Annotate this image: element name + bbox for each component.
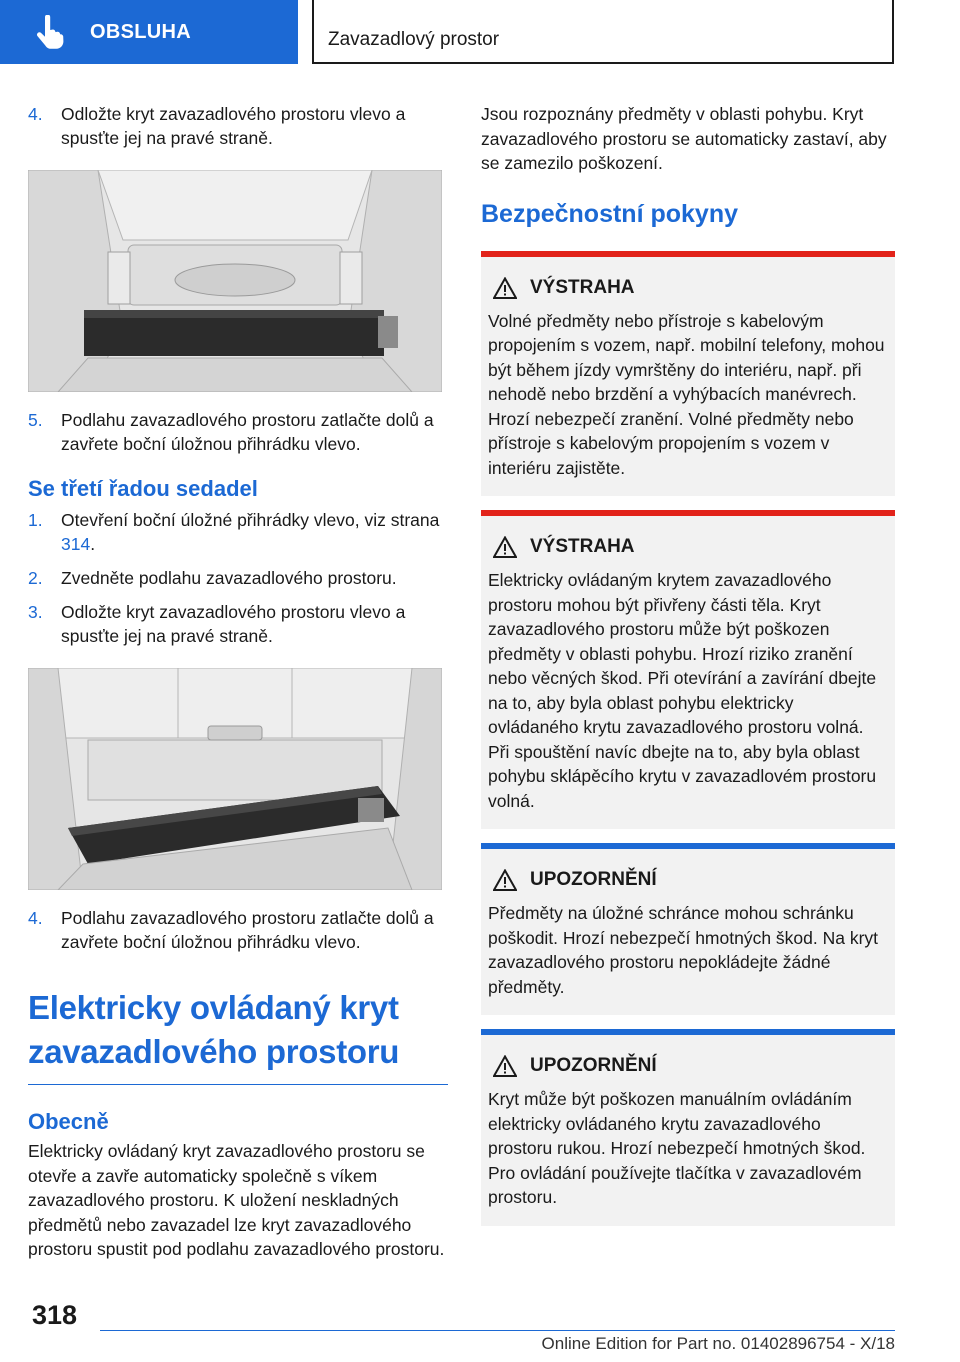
step-number: 4. xyxy=(28,908,43,928)
step-item xyxy=(28,600,448,648)
step-item xyxy=(28,408,448,456)
section-tab[interactable] xyxy=(0,0,298,64)
notice-triangle-icon xyxy=(493,1055,517,1077)
page-header xyxy=(312,0,894,64)
subheading-third-row: Se třetí řadou sedadel xyxy=(28,476,258,501)
page-reference-link[interactable]: 314 xyxy=(61,534,91,554)
hand-pointer-icon xyxy=(34,15,64,49)
step-number: 1. xyxy=(28,510,43,530)
intro-paragraph: Jsou rozpoznány předměty v oblasti pohybu. Kryt zavazadlového prostoru se automaticky zastaví, aby se zamezilo poškození. xyxy=(481,104,887,173)
footer-edition: Online Edition for Part no. 01402896754 - X/18 xyxy=(541,1334,895,1353)
warning-text: Volné předměty nebo přístroje s kabelovým propojením s vozem, např. mobilní telefony, mohou být během jízdy vymrštěny do interiéru, např. při nehodě nebo brzdění a vyhýbacích manévrech. Hrozí nebezpečí zranění. Volné předměty nebo přístroje s kabelovým propojením s vozem v interiéru zajistěte. xyxy=(488,310,885,478)
step-number: 5. xyxy=(28,410,43,430)
step-number: 4. xyxy=(28,104,43,124)
section-label: OBSLUHA xyxy=(90,20,191,43)
warning-box xyxy=(481,251,895,497)
step-text: Otevření boční úložné přihrádky vlevo, viz strana 314. xyxy=(61,510,440,554)
footer-divider xyxy=(100,1330,895,1331)
notice-title: UPOZORNĚNÍ xyxy=(530,869,657,890)
right-column xyxy=(481,102,895,1226)
step-text: Podlahu zavazadlového prostoru zatlačte dolů a zavřete boční úložnou přihrádku vlevo. xyxy=(61,410,434,454)
notice-title: UPOZORNĚNÍ xyxy=(530,1055,657,1076)
notice-triangle-icon xyxy=(493,869,517,891)
step-text: Odložte kryt zavazadlového prostoru vlevo a spusťte jej na pravé straně. xyxy=(61,602,406,646)
notice-text: Kryt může být poškozen manuálním ovládáním elektricky ovládaného krytu zavazadlového prostoru rukou. Hrozí nebezpečí hmotných škod. Pro ovládání používejte tlačítka v zavazadlovém prostoru. xyxy=(488,1089,866,1207)
subheading-general: Obecně xyxy=(28,1109,109,1134)
trunk-illustration-1 xyxy=(28,170,442,392)
page-number: 318 xyxy=(32,1300,78,1330)
step-item xyxy=(28,566,448,590)
step-text: Zvedněte podlahu zavazadlového prostoru. xyxy=(61,568,397,588)
left-column xyxy=(28,102,448,1262)
notice-box xyxy=(481,1029,895,1226)
notice-box xyxy=(481,843,895,1015)
warning-title: VÝSTRAHA xyxy=(530,276,635,298)
trunk-illustration-2 xyxy=(28,668,442,890)
trunk-cover-figure-2 xyxy=(28,668,442,890)
step-text: Odložte kryt zavazadlového prostoru vlevo a spusťte jej na pravé straně. xyxy=(61,104,406,148)
warning-box xyxy=(481,510,895,829)
warning-triangle-icon xyxy=(493,536,517,558)
warning-title: VÝSTRAHA xyxy=(530,536,635,557)
page-title: Zavazadlový prostor xyxy=(328,29,500,50)
main-heading: Elektricky ovládaný kryt zavazadlového prostoru xyxy=(28,989,400,1070)
safety-heading: Bezpečnostní pokyny xyxy=(481,199,738,228)
step-item xyxy=(28,508,448,556)
general-paragraph: Elektricky ovládaný kryt zavazadlového prostoru se otevře a zavře automaticky společně s víkem zavazadlového prostoru. K uložení neskladných předmětů nebo zavazadel lze kryt zavazadlového prostoru spustit pod podlahu zavazadlového prostoru. xyxy=(28,1141,445,1259)
trunk-cover-figure-1 xyxy=(28,170,442,392)
main-heading-block xyxy=(28,986,448,1085)
warning-triangle-icon xyxy=(493,277,517,299)
step-number: 2. xyxy=(28,568,43,588)
step-text: Podlahu zavazadlového prostoru zatlačte dolů a zavřete boční úložnou přihrádku vlevo. xyxy=(61,908,434,952)
warning-text: Elektricky ovládaným krytem zavazadlového prostoru mohou být přivřeny části těla. Kryt zavazadlového prostoru může být poškozen předměty v oblasti pohybu. Hrozí riziko zranění nebo věcných škod. Při otevírání a zavírání dbejte na to, aby byla oblast pohybu elektricky ovládaného krytu zavazadlového prostoru volná. Při spouštění navíc dbejte na to, aby byla oblast pohybu sklápěcího krytu v zavazadlovém prostoru volná. xyxy=(488,570,877,811)
step-item xyxy=(28,906,448,954)
notice-text: Předměty na úložné schránce mohou schránku poškodit. Hrozí nebezpečí hmotných škod. Na kryt zavazadlového prostoru nepokládejte žádné předměty. xyxy=(488,903,879,997)
step-item xyxy=(28,102,448,150)
step-number: 3. xyxy=(28,602,43,622)
